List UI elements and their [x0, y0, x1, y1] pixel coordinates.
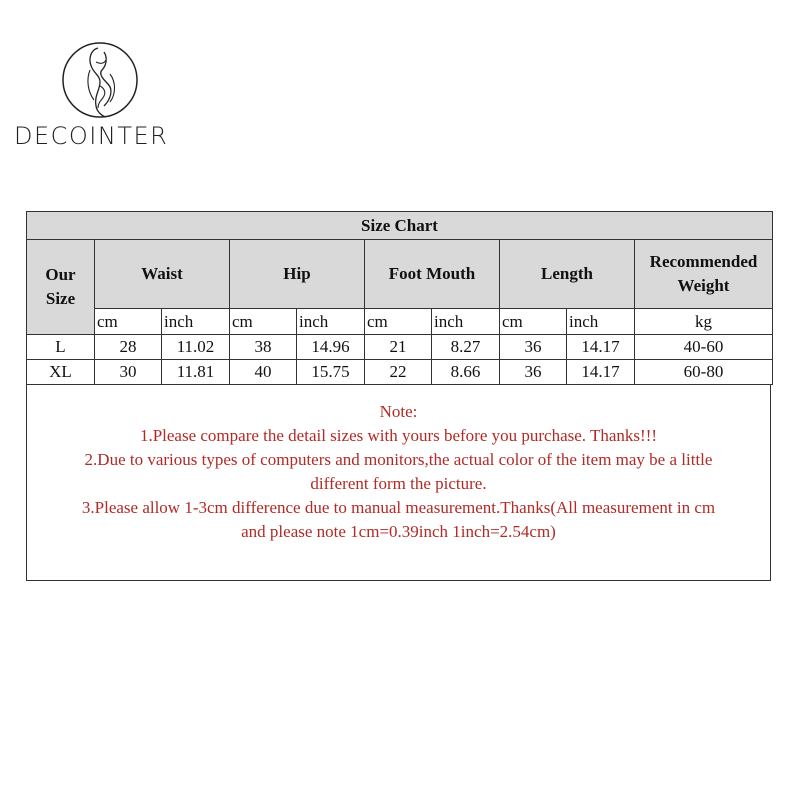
value-cell: 8.66 — [432, 360, 500, 385]
value-cell: 40 — [230, 360, 297, 385]
unit-foot-mouth-inch: inch — [432, 309, 500, 335]
unit-length-cm: cm — [500, 309, 567, 335]
header-our-size: Our Size — [27, 240, 95, 335]
value-cell: 38 — [230, 335, 297, 360]
note-line-3b: and please note 1cm=0.39inch 1inch=2.54cm) — [241, 522, 556, 541]
value-cell: 11.81 — [162, 360, 230, 385]
brand-name: DECOINTER — [14, 122, 169, 150]
unit-waist-inch: inch — [162, 309, 230, 335]
note-line-3a: 3.Please allow 1-3cm difference due to manual measurement.Thanks(All measurement in cm — [81, 498, 716, 517]
header-waist: Waist — [95, 240, 230, 309]
header-length: Length — [500, 240, 635, 309]
header-foot-mouth: Foot Mouth — [365, 240, 500, 309]
value-cell: 21 — [365, 335, 432, 360]
unit-weight-kg: kg — [635, 309, 773, 335]
table-row — [27, 360, 773, 385]
value-cell: 14.96 — [297, 335, 365, 360]
woman-silhouette-emblem-icon — [60, 40, 140, 120]
value-cell: 36 — [500, 360, 567, 385]
unit-length-inch: inch — [567, 309, 635, 335]
value-cell: 36 — [500, 335, 567, 360]
table-row — [27, 335, 773, 360]
value-cell: 28 — [95, 335, 162, 360]
note-line-2a: 2.Due to various types of computers and monitors,the actual color of the item may be a little — [84, 450, 713, 469]
notes-box — [26, 385, 771, 581]
value-cell: 60-80 — [635, 360, 773, 385]
table-title: Size Chart — [27, 212, 773, 240]
value-cell: 14.17 — [567, 360, 635, 385]
size-cell: L — [27, 335, 95, 360]
value-cell: 22 — [365, 360, 432, 385]
unit-hip-cm: cm — [230, 309, 297, 335]
size-cell: XL — [27, 360, 95, 385]
note-heading: Note: — [379, 402, 418, 421]
value-cell: 15.75 — [297, 360, 365, 385]
value-cell: 8.27 — [432, 335, 500, 360]
value-cell: 40-60 — [635, 335, 773, 360]
note-line-1: 1.Please compare the detail sizes with yours before you purchase. Thanks!!! — [139, 426, 658, 445]
header-hip: Hip — [230, 240, 365, 309]
unit-waist-cm: cm — [95, 309, 162, 335]
unit-hip-inch: inch — [297, 309, 365, 335]
unit-foot-mouth-cm: cm — [365, 309, 432, 335]
size-chart — [26, 211, 773, 581]
brand-logo — [12, 40, 182, 160]
header-recommended-weight: Recommended Weight — [635, 240, 773, 309]
value-cell: 14.17 — [567, 335, 635, 360]
size-table — [26, 211, 773, 385]
value-cell: 11.02 — [162, 335, 230, 360]
value-cell: 30 — [95, 360, 162, 385]
note-line-2b: different form the picture. — [310, 474, 487, 493]
